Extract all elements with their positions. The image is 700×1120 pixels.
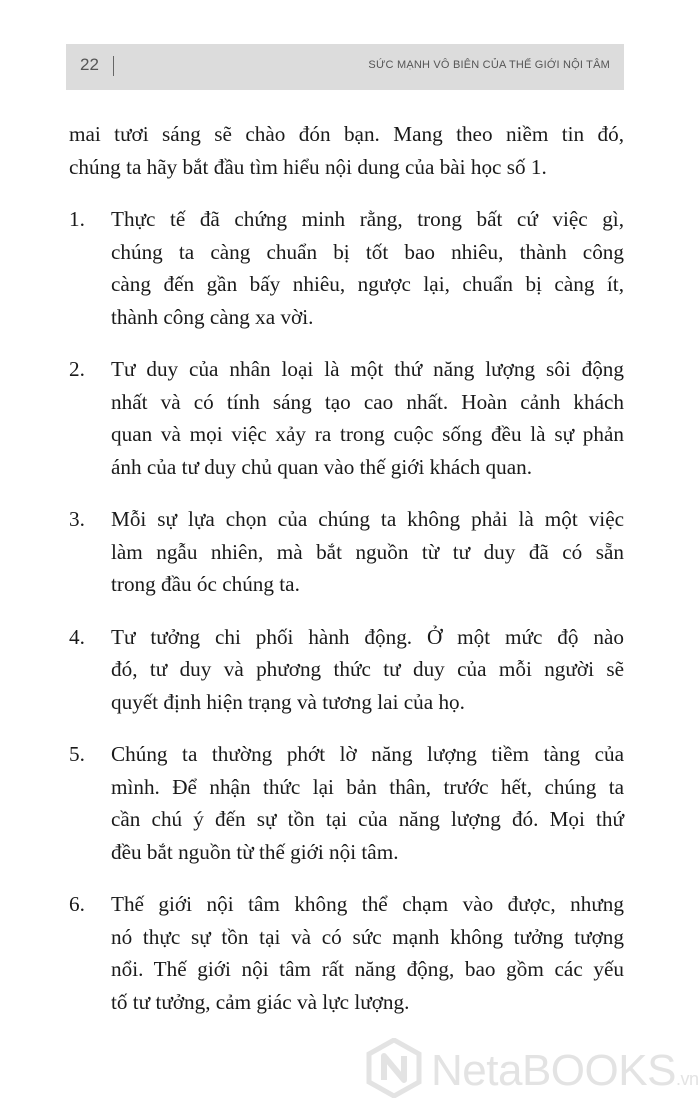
list-item <box>69 888 624 1018</box>
text-line: cần chú ý đến sự tồn tại của năng lượng đó. Mọi thứ <box>111 807 624 831</box>
list-item <box>69 353 624 483</box>
list-item-number: 5. <box>69 742 85 766</box>
text-line: Tư tưởng chi phối hành động. Ở một mức độ nào <box>111 624 624 649</box>
text-line: càng đến gần bấy nhiêu, ngược lại, chuẩn bị càng ít, <box>111 272 624 296</box>
list-item-number: 3. <box>69 507 85 531</box>
list-item <box>69 621 624 719</box>
watermark-suffix: .vn <box>675 1069 699 1089</box>
text-line: nhất và có tính sáng tạo cao nhất. Hoàn cảnh khách <box>111 389 624 414</box>
page-number: 22 <box>80 55 99 74</box>
list-item <box>69 738 624 868</box>
text-line: mai tươi sáng sẽ chào đón bạn. Mang theo niềm tin đó, <box>69 122 624 146</box>
running-header <box>66 44 624 90</box>
header-divider <box>113 56 114 76</box>
watermark-brand: NetaBOOKS.vn <box>431 1046 699 1095</box>
text-line: quan và mọi việc xảy ra trong cuộc sống đều là sự phản <box>111 422 624 446</box>
text-line: Mỗi sự lựa chọn của chúng ta không phải là một việc <box>111 507 624 531</box>
page-body <box>69 118 624 1038</box>
list-item-number: 1. <box>69 207 85 231</box>
running-title: SỨC MẠNH VÔ BIÊN CỦA THẾ GIỚI NỘI TÂM <box>368 59 610 71</box>
text-line: mình. Để nhận thức lại bản thân, trước hết, chúng ta <box>111 774 624 799</box>
text-line: làm ngẫu nhiên, mà bắt nguồn từ tư duy đã có sẵn <box>111 539 624 564</box>
text-line: Tư duy của nhân loại là một thứ năng lượng sôi động <box>111 357 624 381</box>
text-line: thành công càng xa vời. <box>111 304 314 329</box>
text-line: ánh của tư duy chủ quan vào thế giới khách quan. <box>111 454 533 479</box>
text-line: nó thực sự tồn tại và có sức mạnh không tưởng tượng <box>111 924 624 949</box>
text-line: đều bắt nguồn từ thế giới nội tâm. <box>111 839 399 864</box>
text-line: nổi. Thế giới nội tâm rất năng động, bao gồm các yếu <box>111 957 624 981</box>
text-line: Thế giới nội tâm không thể chạm vào được, nhưng <box>111 892 624 916</box>
lesson-points-list <box>69 203 624 1018</box>
intro-paragraph <box>69 118 624 183</box>
text-line: tố tư tưởng, cảm giác và lực lượng. <box>111 989 410 1014</box>
watermark <box>365 1038 699 1098</box>
text-line: đó, tư duy và phương thức tư duy của mỗi người sẽ <box>111 657 624 681</box>
list-item-number: 4. <box>69 624 85 649</box>
netabooks-logo-icon <box>365 1038 423 1098</box>
text-line: Chúng ta thường phớt lờ năng lượng tiềm tàng của <box>111 742 624 766</box>
text-line: Thực tế đã chứng minh rằng, trong bất cứ việc gì, <box>111 207 624 231</box>
list-item-number: 6. <box>69 892 85 916</box>
list-item-number: 2. <box>69 357 85 381</box>
text-line: trong đầu óc chúng ta. <box>111 572 300 596</box>
text-line: chúng ta càng chuẩn bị tốt bao nhiêu, thành công <box>111 239 624 264</box>
text-line: chúng ta hãy bắt đầu tìm hiểu nội dung của bài học số 1. <box>69 154 547 179</box>
list-item <box>69 503 624 601</box>
list-item <box>69 203 624 333</box>
text-line: quyết định hiện trạng và tương lai của họ. <box>111 689 465 714</box>
